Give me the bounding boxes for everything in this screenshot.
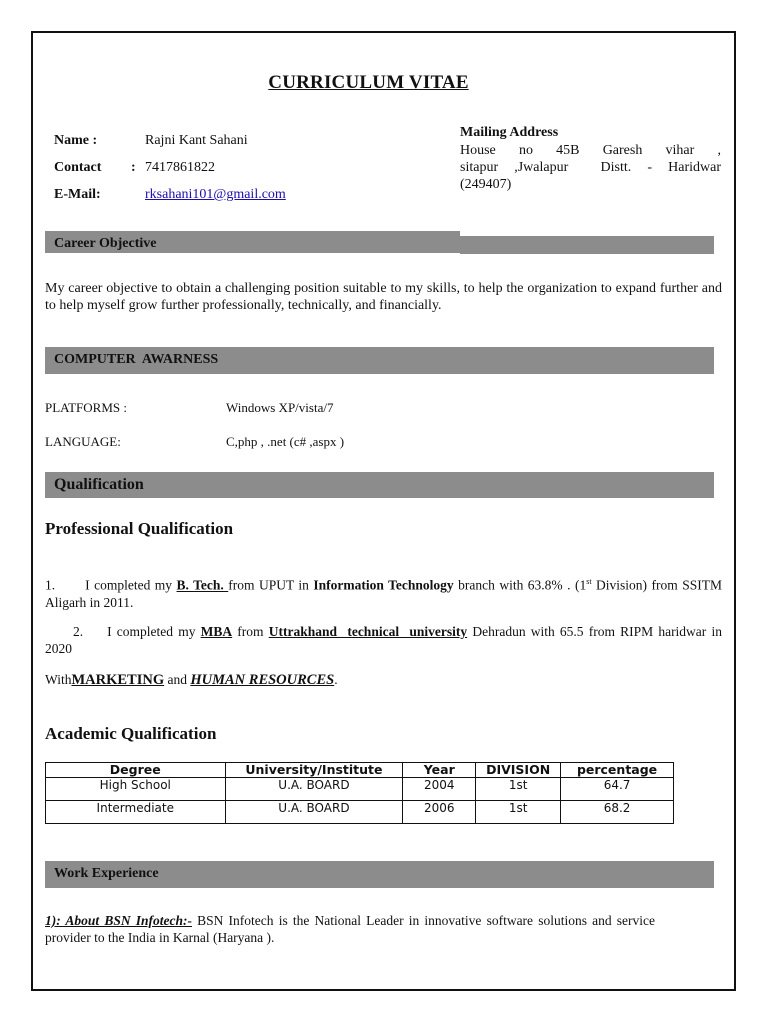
platforms-label: PLATFORMS : bbox=[45, 400, 127, 415]
table-row bbox=[46, 801, 674, 824]
col-year: Year bbox=[403, 763, 476, 778]
work-item-label: 1): About BSN Infotech:- bbox=[45, 913, 192, 928]
page-title: CURRICULUM VITAE bbox=[268, 72, 469, 93]
name-label: Name : bbox=[54, 133, 98, 148]
col-university: University/Institute bbox=[225, 763, 403, 778]
address-line-2: sitapur ,Jwalapur Distt. - Haridwar bbox=[460, 160, 721, 175]
professional-heading: Professional Qualification bbox=[45, 519, 234, 538]
table-header-row bbox=[46, 763, 674, 778]
specialization-line bbox=[45, 672, 338, 689]
col-degree: Degree bbox=[46, 763, 226, 778]
item-text: With bbox=[45, 672, 72, 687]
spec-marketing: MARKETING bbox=[71, 672, 165, 688]
field-it: Information Technology bbox=[313, 577, 454, 593]
superscript: st bbox=[586, 577, 592, 586]
cell-degree: High School bbox=[46, 778, 226, 801]
item-text: I completed my bbox=[85, 577, 177, 593]
address-line-1: House no 45B Garesh vihar , bbox=[460, 143, 721, 158]
cell-year: 2006 bbox=[403, 801, 476, 824]
spec-hr: HUMAN RESOURCES bbox=[190, 672, 335, 688]
item-text: Division) from SSITM Aligarh in 2011. bbox=[45, 577, 722, 610]
university-name: Uttrakhand technical university bbox=[268, 624, 468, 639]
cell-degree: Intermediate bbox=[46, 801, 226, 824]
col-percentage: percentage bbox=[561, 763, 674, 778]
item-text: from UPUT in bbox=[228, 577, 314, 593]
name-value: Rajni Kant Sahani bbox=[145, 133, 248, 148]
cell-percentage: 64.7 bbox=[561, 778, 674, 801]
work-item-text: BSN Infotech is the National Leader in innovative software solutions and service provider to the India in Karnal (Haryana ). bbox=[45, 913, 655, 945]
professional-item-2 bbox=[45, 623, 722, 657]
qualification-bar bbox=[45, 472, 714, 498]
contact-label: Contact bbox=[54, 160, 102, 175]
cell-division: 1st bbox=[476, 801, 561, 824]
table-row bbox=[46, 778, 674, 801]
col-division: DIVISION bbox=[476, 763, 561, 778]
career-heading: Career Objective bbox=[54, 236, 157, 251]
item-text: branch with 63.8% . (1 bbox=[453, 577, 587, 593]
item-text: I completed my bbox=[107, 624, 201, 639]
contact-colon: : bbox=[131, 160, 136, 175]
computer-heading: COMPUTER AWARNESS bbox=[54, 352, 219, 367]
cell-year: 2004 bbox=[403, 778, 476, 801]
platforms-value: Windows XP/vista/7 bbox=[226, 400, 334, 415]
academic-table bbox=[45, 762, 674, 824]
item-number: 1. bbox=[45, 577, 56, 593]
contact-value: 7417861822 bbox=[145, 160, 215, 175]
cell-university: U.A. BOARD bbox=[225, 801, 403, 824]
item-text: . bbox=[334, 672, 338, 687]
qualification-heading: Qualification bbox=[54, 476, 144, 493]
item-number: 2. bbox=[73, 624, 84, 639]
work-heading: Work Experience bbox=[54, 866, 159, 881]
item-text: and bbox=[164, 672, 191, 687]
address-line-3: (249407) bbox=[460, 177, 512, 192]
language-label: LANGUAGE: bbox=[45, 434, 121, 449]
address-heading: Mailing Address bbox=[460, 125, 559, 140]
item-text: Dehradun with 65.5 from RIPM haridwar in 2020 bbox=[45, 624, 722, 656]
address-block bbox=[460, 142, 721, 193]
cell-division: 1st bbox=[476, 778, 561, 801]
career-text: My career objective to obtain a challenging position suitable to my skills, to help the organization to expand further and to help myself grow further professionally, technically, and financially. bbox=[45, 281, 722, 313]
degree-mba: MBA bbox=[200, 624, 233, 639]
academic-heading: Academic Qualification bbox=[45, 724, 217, 743]
career-bar-right bbox=[460, 236, 714, 254]
professional-item-1 bbox=[45, 573, 722, 611]
cell-university: U.A. BOARD bbox=[225, 778, 403, 801]
cell-percentage: 68.2 bbox=[561, 801, 674, 824]
email-link[interactable]: rksahani101@gmail.com bbox=[145, 187, 286, 202]
work-item-1 bbox=[45, 912, 655, 946]
degree-btech: B. Tech. bbox=[176, 577, 229, 593]
language-value: C,php , .net (c# ,aspx ) bbox=[226, 434, 345, 449]
email-label: E-Mail: bbox=[54, 187, 101, 202]
item-text: from bbox=[232, 624, 269, 639]
